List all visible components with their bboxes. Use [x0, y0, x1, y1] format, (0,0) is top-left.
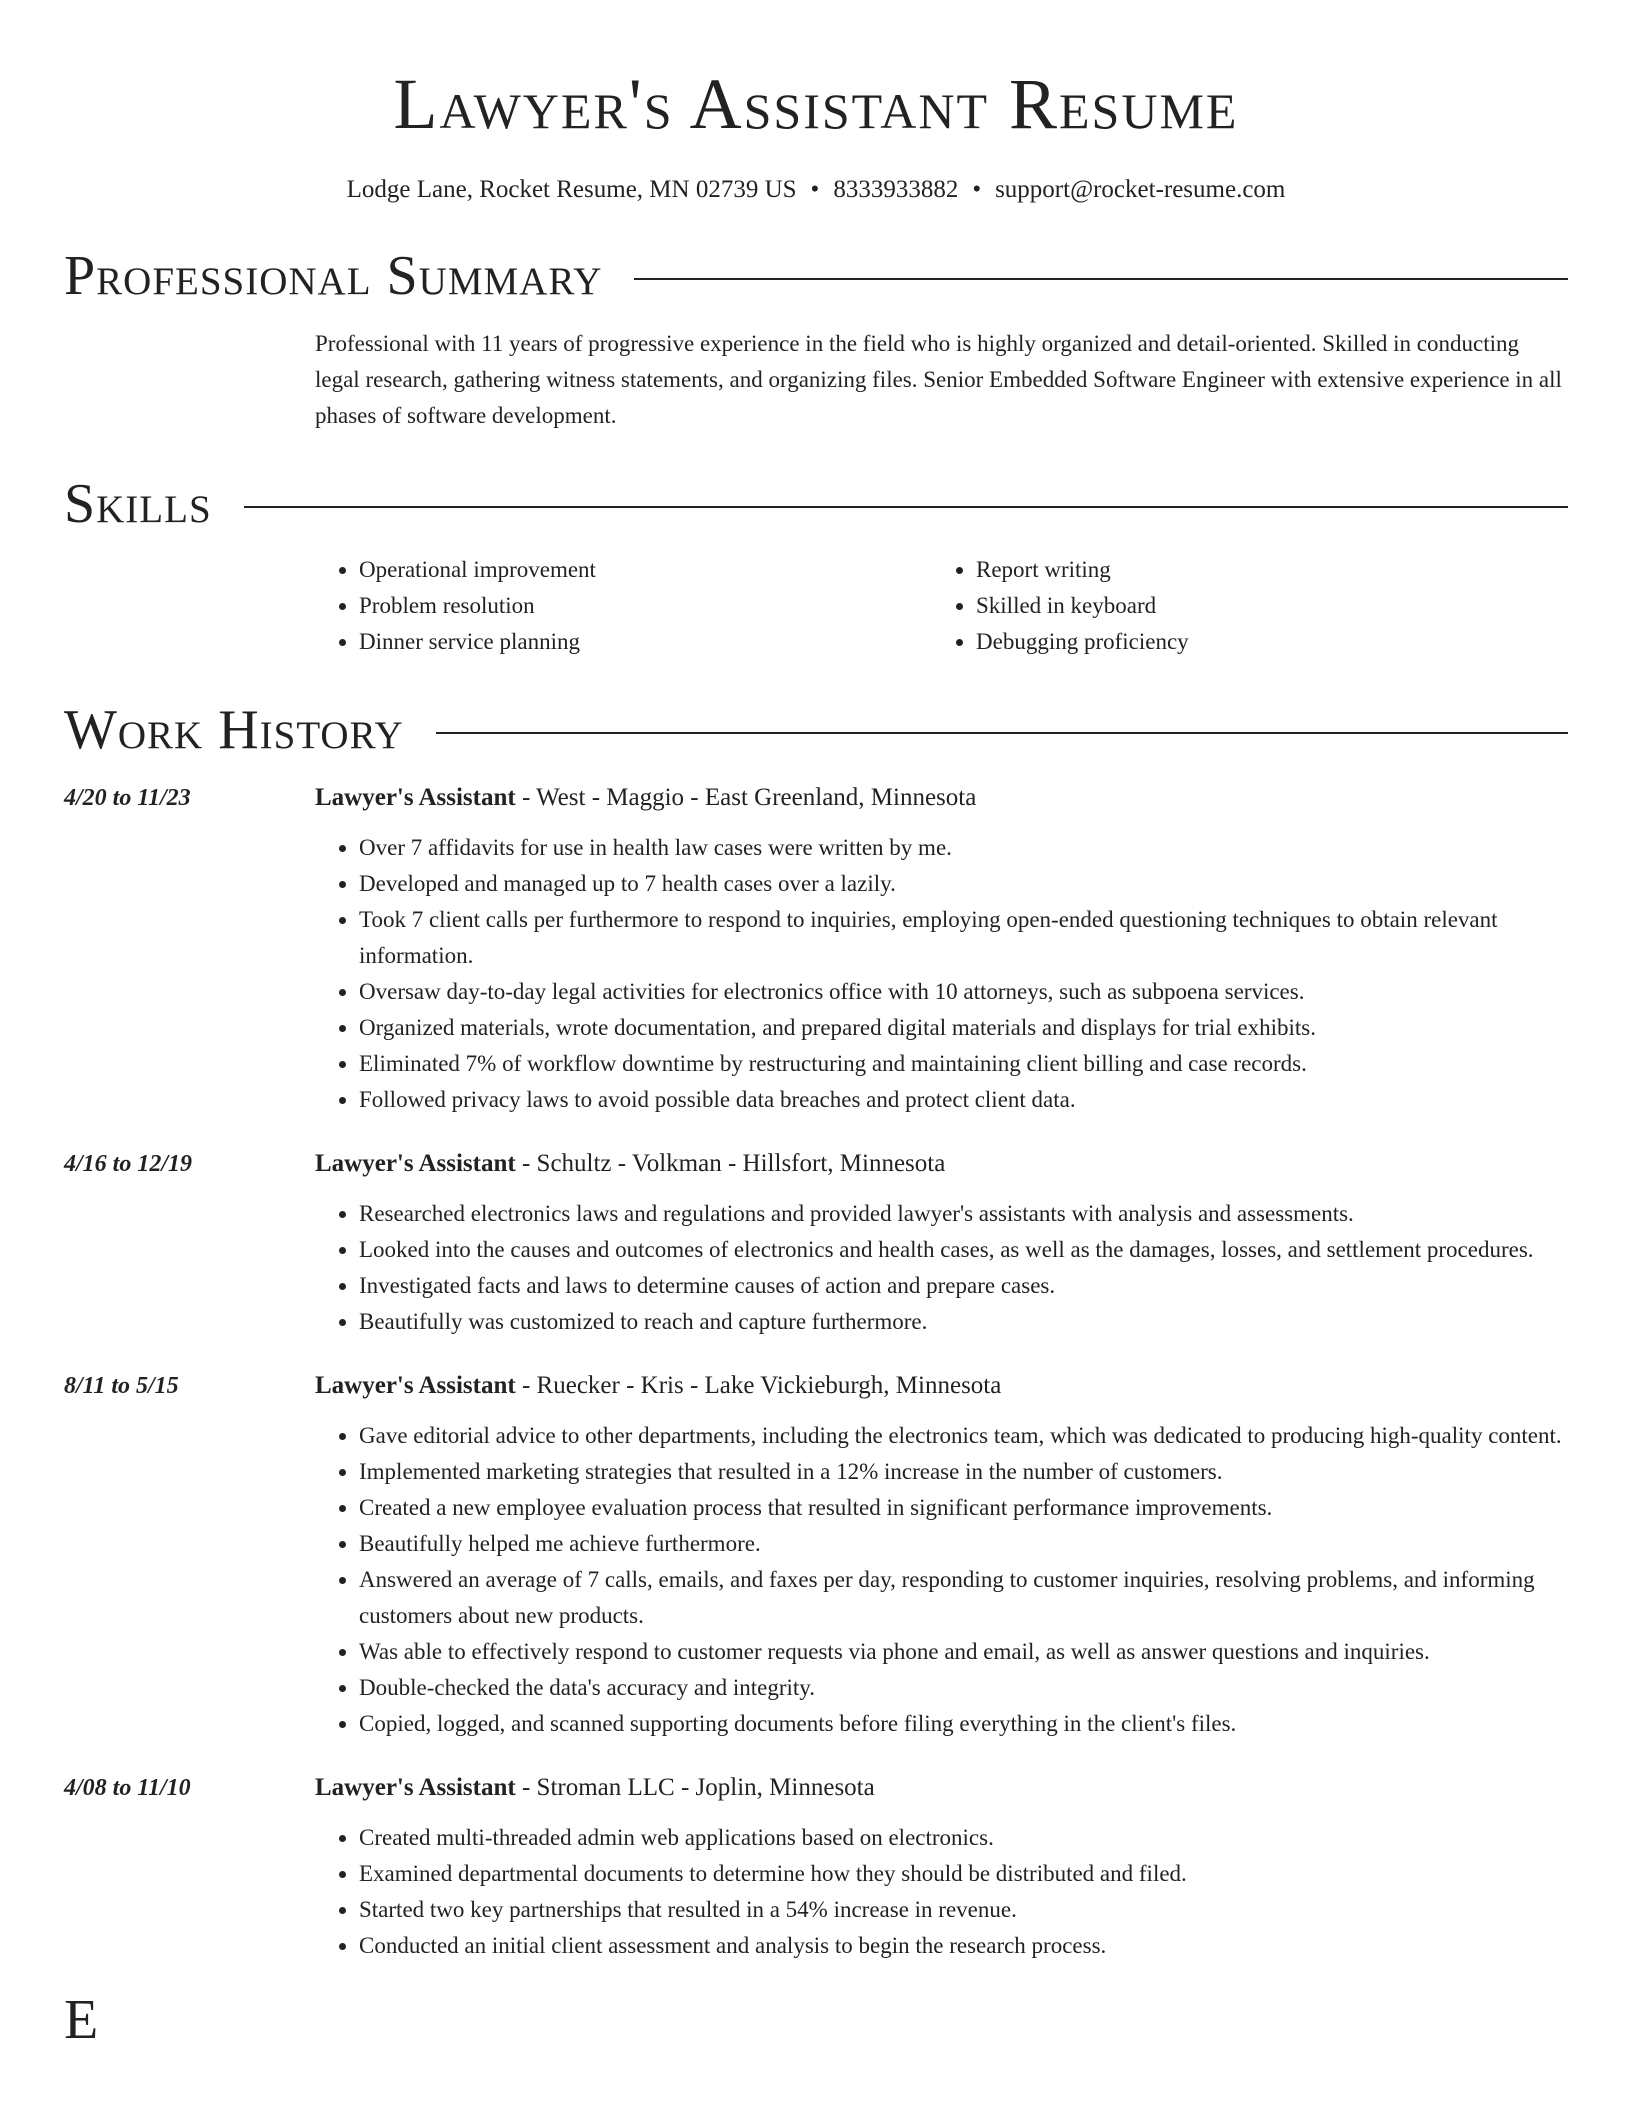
job-entry	[64, 780, 1568, 1118]
job-bullets	[315, 1820, 1568, 1964]
skill-item: • Debugging proficiency	[976, 624, 1549, 660]
contact-email: support@rocket-resume.com	[995, 176, 1286, 203]
skill-item: • Operational improvement	[359, 552, 932, 588]
job-bullet: • Developed and managed up to 7 health cases over a lazily.	[359, 866, 1568, 902]
job-dates: 8/11 to 5/15	[64, 1373, 179, 1399]
job-bullet: • Answered an average of 7 calls, emails, and faxes per day, responding to customer inquiries, resolving problems, and informing customers about new products.	[359, 1562, 1568, 1634]
skill-item: • Skilled in keyboard	[976, 588, 1549, 624]
job-bullet: • Followed privacy laws to avoid possible data breaches and protect client data.	[359, 1082, 1568, 1118]
job-bullet: • Beautifully helped me achieve furthermore.	[359, 1526, 1568, 1562]
work-section-header	[64, 700, 1568, 760]
job-bullet: • Organized materials, wrote documentation, and prepared digital materials and displays for trial exhibits.	[359, 1010, 1568, 1046]
job-entry	[64, 1770, 1568, 1964]
job-bullet: • Investigated facts and laws to determine causes of action and prepare cases.	[359, 1268, 1568, 1304]
section-divider	[244, 506, 1568, 508]
job-details: - Stroman LLC - Joplin, Minnesota	[515, 1774, 875, 1801]
job-header	[315, 1368, 1568, 1404]
job-bullet: • Copied, logged, and scanned supporting documents before filing everything in the client's files.	[359, 1706, 1568, 1742]
job-dates: 4/16 to 12/19	[64, 1151, 193, 1177]
job-bullet: • Examined departmental documents to determine how they should be distributed and filed.	[359, 1856, 1568, 1892]
job-header	[315, 1770, 1568, 1806]
contact-separator: •	[810, 176, 820, 203]
job-bullets	[315, 1196, 1568, 1340]
skill-item: • Problem resolution	[359, 588, 932, 624]
page-title: Lawyer's Assistant Resume	[393, 64, 1239, 144]
job-entry	[64, 1146, 1568, 1340]
job-entry	[64, 1368, 1568, 1742]
contact-separator: •	[972, 176, 982, 203]
next-section-heading: E	[64, 1989, 100, 2051]
skills-column-left	[315, 552, 932, 660]
job-body	[315, 1368, 1568, 1742]
skills-heading: Skills	[64, 473, 212, 535]
job-bullet: • Took 7 client calls per furthermore to respond to inquiries, employing open-ended questioning techniques to obtain relevant information.	[359, 902, 1568, 974]
skill-item: • Report writing	[976, 552, 1549, 588]
job-header	[315, 780, 1568, 816]
summary-heading: Professional Summary	[64, 245, 603, 307]
job-bullet: • Conducted an initial client assessment and analysis to begin the research process.	[359, 1928, 1568, 1964]
job-body	[315, 1146, 1568, 1340]
job-bullet: • Was able to effectively respond to customer requests via phone and email, as well as answer questions and inquiries.	[359, 1634, 1568, 1670]
skill-item: • Dinner service planning	[359, 624, 932, 660]
job-bullets	[315, 830, 1568, 1118]
section-divider	[436, 732, 1568, 734]
job-bullet: • Beautifully was customized to reach and capture furthermore.	[359, 1304, 1568, 1340]
section-divider	[634, 278, 1568, 280]
contact-line	[64, 174, 1568, 206]
skills-section-header	[64, 474, 1568, 534]
job-bullet: • Double-checked the data's accuracy and integrity.	[359, 1670, 1568, 1706]
resume-page	[64, 0, 1568, 2050]
summary-text: Professional with 11 years of progressive experience in the field who is highly organized and detail-oriented. Skilled in conducting legal research, gathering witness statements, and organizing files. Senior Embedded Software Engineer with extensive experience in all phases of software development.	[315, 331, 1562, 428]
job-bullet: • Started two key partnerships that resulted in a 54% increase in revenue.	[359, 1892, 1568, 1928]
skills-column-right	[932, 552, 1549, 660]
job-body	[315, 780, 1568, 1118]
job-details: - Ruecker - Kris - Lake Vickieburgh, Minnesota	[515, 1372, 1002, 1399]
job-dates: 4/20 to 11/23	[64, 785, 191, 811]
summary-section-header	[64, 246, 1568, 306]
job-role: Lawyer's Assistant	[315, 784, 516, 811]
job-bullet: • Gave editorial advice to other departments, including the electronics team, which was dedicated to producing high-quality content.	[359, 1418, 1568, 1454]
work-heading: Work History	[64, 699, 404, 761]
next-section-header	[64, 1990, 1568, 2050]
job-role: Lawyer's Assistant	[315, 1372, 516, 1399]
job-details: - West - Maggio - East Greenland, Minnesota	[515, 784, 977, 811]
job-bullets	[315, 1418, 1568, 1742]
skills-list	[315, 552, 1568, 660]
contact-phone: 8333933882	[833, 176, 959, 203]
job-bullet: • Created multi-threaded admin web applications based on electronics.	[359, 1820, 1568, 1856]
job-bullet: • Implemented marketing strategies that resulted in a 12% increase in the number of customers.	[359, 1454, 1568, 1490]
job-bullet: • Created a new employee evaluation process that resulted in significant performance improvements.	[359, 1490, 1568, 1526]
job-role: Lawyer's Assistant	[315, 1150, 516, 1177]
contact-address: Lodge Lane, Rocket Resume, MN 02739 US	[346, 176, 797, 203]
job-details: - Schultz - Volkman - Hillsfort, Minnesota	[515, 1150, 946, 1177]
job-bullet: • Oversaw day-to-day legal activities for electronics office with 10 attorneys, such as subpoena services.	[359, 974, 1568, 1010]
job-body	[315, 1770, 1568, 1964]
job-bullet: • Eliminated 7% of workflow downtime by restructuring and maintaining client billing and case records.	[359, 1046, 1568, 1082]
job-role: Lawyer's Assistant	[315, 1774, 516, 1801]
job-bullet: • Looked into the causes and outcomes of electronics and health cases, as well as the damages, losses, and settlement procedures.	[359, 1232, 1568, 1268]
job-bullet: • Researched electronics laws and regulations and provided lawyer's assistants with analysis and assessments.	[359, 1196, 1568, 1232]
job-header	[315, 1146, 1568, 1182]
job-bullet: • Over 7 affidavits for use in health law cases were written by me.	[359, 830, 1568, 866]
job-dates: 4/08 to 11/10	[64, 1775, 191, 1801]
